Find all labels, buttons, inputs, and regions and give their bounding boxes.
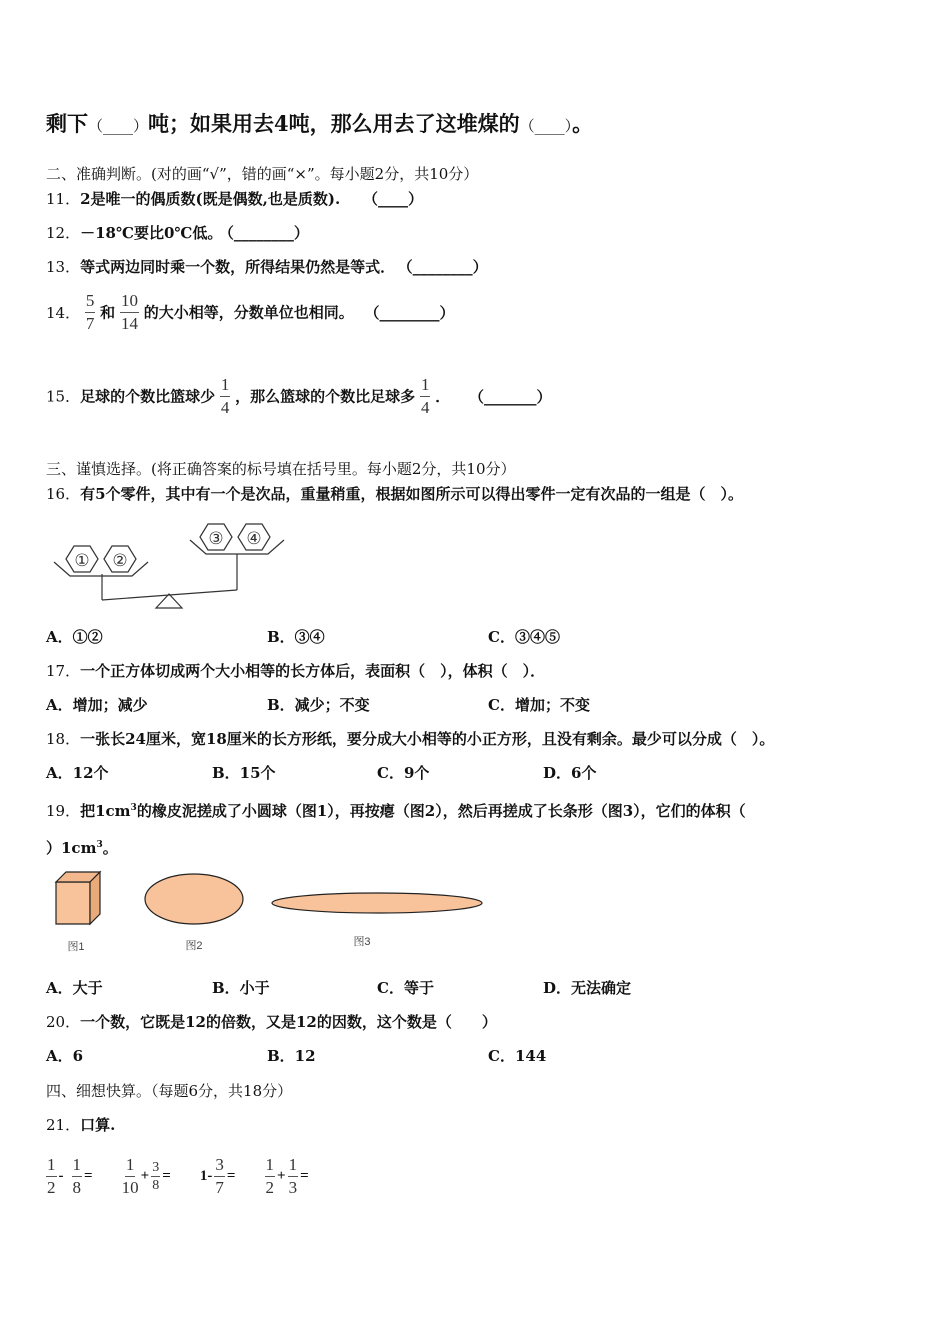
question-11 xyxy=(46,189,423,209)
q16-text: 有5个零件，其中有一个是次品，重量稍重，根据如图所示可以得出零件一定有次品的一组是（ ）。 xyxy=(80,485,744,503)
question-21 xyxy=(46,1115,115,1135)
q21-number: 21． xyxy=(46,1116,81,1134)
q15-f2-numerator: 1 xyxy=(420,376,431,397)
clay-figures xyxy=(50,868,490,958)
part-label-3: ③ xyxy=(208,529,224,549)
balance-scale-figure xyxy=(50,518,290,614)
question-19 xyxy=(46,798,746,821)
q15-fraction-1 xyxy=(220,376,231,417)
top-text-2: 吨；如果用去4吨，那么用去了这堆煤的 xyxy=(148,111,520,136)
q19-line2-end: 。 xyxy=(102,839,118,857)
q16-option-b[interactable]: B．③④ xyxy=(267,628,325,646)
e3-prefix: 1- xyxy=(199,1168,213,1184)
q19-option-b[interactable]: B．小于 xyxy=(212,979,270,997)
e3-denominator: 7 xyxy=(215,1178,224,1197)
q15-f1-numerator: 1 xyxy=(220,376,231,397)
q13-text: 等式两边同时乘一个数，所得结果仍然是等式． xyxy=(80,258,396,276)
q13-blank[interactable]: （________） xyxy=(405,258,488,276)
expression-1 xyxy=(46,1155,100,1197)
q21-text: 口算. xyxy=(80,1116,116,1134)
e1-b-denominator: 8 xyxy=(72,1178,81,1197)
q14-text: 的大小相等，分数单位也相同。 xyxy=(143,303,354,322)
question-13 xyxy=(46,257,488,277)
flattened-ball xyxy=(145,874,243,924)
e4-b-denominator: 3 xyxy=(288,1178,298,1197)
q12-number: 12． xyxy=(46,224,81,242)
e2-b-numerator: 3 xyxy=(152,1159,160,1175)
q17-text: 一个正方体切成两个大小相等的长方体后，表面积（ ），体积（ ）． xyxy=(80,662,546,680)
question-16 xyxy=(46,484,743,504)
q18-number: 18． xyxy=(46,730,81,748)
section4-heading: 四、细想快算。（每题6分，共18分） xyxy=(46,1082,293,1100)
e4-equals: = xyxy=(300,1168,309,1184)
long-strip xyxy=(272,893,482,913)
q18-text: 一张长24厘米，宽18厘米的长方形纸，要分成大小相等的小正方形，且没有剩余。最少可以分成（ ）。 xyxy=(80,730,775,748)
e2-a-numerator: 1 xyxy=(125,1156,136,1177)
q19-option-c[interactable]: C．等于 xyxy=(377,979,434,997)
q19-option-a[interactable]: A．大于 xyxy=(46,979,103,997)
e2-b-denominator: 8 xyxy=(152,1177,160,1193)
q14-and: 和 xyxy=(100,303,116,322)
e4-b-numerator: 1 xyxy=(288,1156,299,1177)
section2-heading: 二、准确判断。(对的画“√”，错的画“×”。每小题2分，共10分） xyxy=(46,165,479,183)
blank-1[interactable]: （____） xyxy=(88,117,149,135)
q11-text: 2是唯一的偶质数(既是偶数,也是质数). xyxy=(80,190,341,208)
q15-text-2: ，那么篮球的个数比足球多 xyxy=(235,387,416,406)
q14-f2-denominator: 14 xyxy=(120,314,138,333)
e4-fraction-b xyxy=(288,1156,299,1197)
e2-a-denominator: 10 xyxy=(121,1178,139,1197)
q17-number: 17． xyxy=(46,662,81,680)
q14-f1-numerator: 5 xyxy=(85,292,96,313)
expression-3 xyxy=(198,1155,243,1197)
q11-number: 11． xyxy=(46,190,81,208)
q15-text-1: 足球的个数比篮球少 xyxy=(80,387,216,406)
e3-numerator: 3 xyxy=(214,1156,225,1177)
part-label-4: ④ xyxy=(246,529,262,549)
e1-a-denominator: 2 xyxy=(47,1178,56,1197)
expression-2 xyxy=(121,1155,178,1197)
q15-text-3: ． xyxy=(435,387,451,406)
q12-text: －18℃要比0℃低。 xyxy=(80,224,223,242)
q18-option-b[interactable]: B．15个 xyxy=(212,764,276,782)
question-17 xyxy=(46,661,545,681)
q18-option-c[interactable]: C．9个 xyxy=(377,764,430,782)
question-19-line2 xyxy=(46,835,118,858)
q17-option-a[interactable]: A．增加；减少 xyxy=(46,696,148,714)
e1-fraction-b xyxy=(72,1156,83,1197)
q19-line2-superscript: 3 xyxy=(96,840,103,850)
q11-blank[interactable]: （____） xyxy=(362,190,423,208)
cube-front xyxy=(56,882,90,924)
right-pan xyxy=(190,540,284,554)
mental-math-row xyxy=(46,1156,311,1197)
e4-operator: + xyxy=(277,1168,286,1184)
e1-a-numerator: 1 xyxy=(46,1156,57,1177)
e4-fraction-a xyxy=(265,1156,276,1197)
expression-4 xyxy=(265,1155,311,1197)
q20-number: 20． xyxy=(46,1013,81,1031)
top-text-1: 剩下 xyxy=(46,111,88,136)
question-14 xyxy=(46,292,455,333)
e4-a-numerator: 1 xyxy=(265,1156,276,1177)
q14-fraction-1 xyxy=(85,292,96,333)
top-line xyxy=(46,110,593,140)
part-label-2: ② xyxy=(112,551,128,571)
q15-f1-denominator: 4 xyxy=(220,398,230,417)
q17-option-b[interactable]: B．减少；不变 xyxy=(267,696,370,714)
q16-option-a[interactable]: A．①② xyxy=(46,628,103,646)
top-text-3: 。 xyxy=(572,111,594,136)
q15-number: 15． xyxy=(46,387,81,406)
q19-text-a: 把1cm xyxy=(80,802,131,820)
q19-option-d[interactable]: D．无法确定 xyxy=(543,979,632,997)
e2-fraction-b xyxy=(151,1161,160,1193)
q15-f2-denominator: 4 xyxy=(420,398,430,417)
q20-option-a[interactable]: A．6 xyxy=(46,1047,84,1065)
e1-operator: - xyxy=(58,1168,64,1184)
e2-operator: + xyxy=(140,1168,150,1184)
figure-2-label: 图2 xyxy=(185,940,203,952)
q19-line2-text: ）1cm xyxy=(46,839,97,857)
q20-text: 一个数，它既是12的倍数，又是12的因数，这个数是（ ） xyxy=(80,1013,497,1031)
figure-3-label: 图3 xyxy=(353,936,371,948)
figure-1-label: 图1 xyxy=(67,941,85,953)
e3-equals: = xyxy=(226,1168,236,1184)
q15-fraction-2 xyxy=(420,376,431,417)
q14-fraction-2 xyxy=(120,292,139,333)
e4-a-denominator: 2 xyxy=(265,1178,275,1197)
q20-option-c[interactable]: C．144 xyxy=(488,1047,547,1065)
e2-equals: = xyxy=(162,1168,171,1184)
e3-fraction xyxy=(214,1156,225,1197)
q14-f2-numerator: 10 xyxy=(120,292,139,313)
q19-superscript: 3 xyxy=(130,803,137,813)
e1-equals: = xyxy=(84,1168,93,1184)
section3-heading: 三、谨慎选择。(将正确答案的标号填在括号里。每小题2分，共10分） xyxy=(46,460,516,478)
question-18 xyxy=(46,729,774,749)
q20-option-b[interactable]: B．12 xyxy=(267,1047,316,1065)
q18-option-a[interactable]: A．12个 xyxy=(46,764,109,782)
q14-number: 14． xyxy=(46,303,81,322)
q17-option-c[interactable]: C．增加；不变 xyxy=(488,696,590,714)
q19-text-b: 的橡皮泥搓成了小圆球（图1），再按瘪（图2），然后再搓成了长条形（图3），它们的体积（ xyxy=(136,802,746,820)
q18-option-d[interactable]: D．6个 xyxy=(543,764,597,782)
question-12 xyxy=(46,223,309,243)
question-15 xyxy=(46,376,552,417)
blank-2[interactable]: （____） xyxy=(519,117,573,135)
q16-number: 16． xyxy=(46,485,81,503)
part-label-1: ① xyxy=(74,551,90,571)
left-pan xyxy=(54,562,148,576)
question-20 xyxy=(46,1012,497,1032)
e2-fraction-a xyxy=(122,1156,139,1197)
e1-fraction-a xyxy=(46,1156,57,1197)
q14-blank[interactable]: （________） xyxy=(364,303,455,322)
q19-number: 19． xyxy=(46,802,81,820)
q13-number: 13． xyxy=(46,258,81,276)
q15-blank[interactable]: （_______） xyxy=(469,387,552,406)
cube-side xyxy=(90,872,100,924)
q14-f1-denominator: 7 xyxy=(85,314,95,333)
e1-b-numerator: 1 xyxy=(72,1156,83,1177)
q12-blank[interactable]: （________） xyxy=(226,224,309,242)
q16-option-c[interactable]: C．③④⑤ xyxy=(488,628,560,646)
